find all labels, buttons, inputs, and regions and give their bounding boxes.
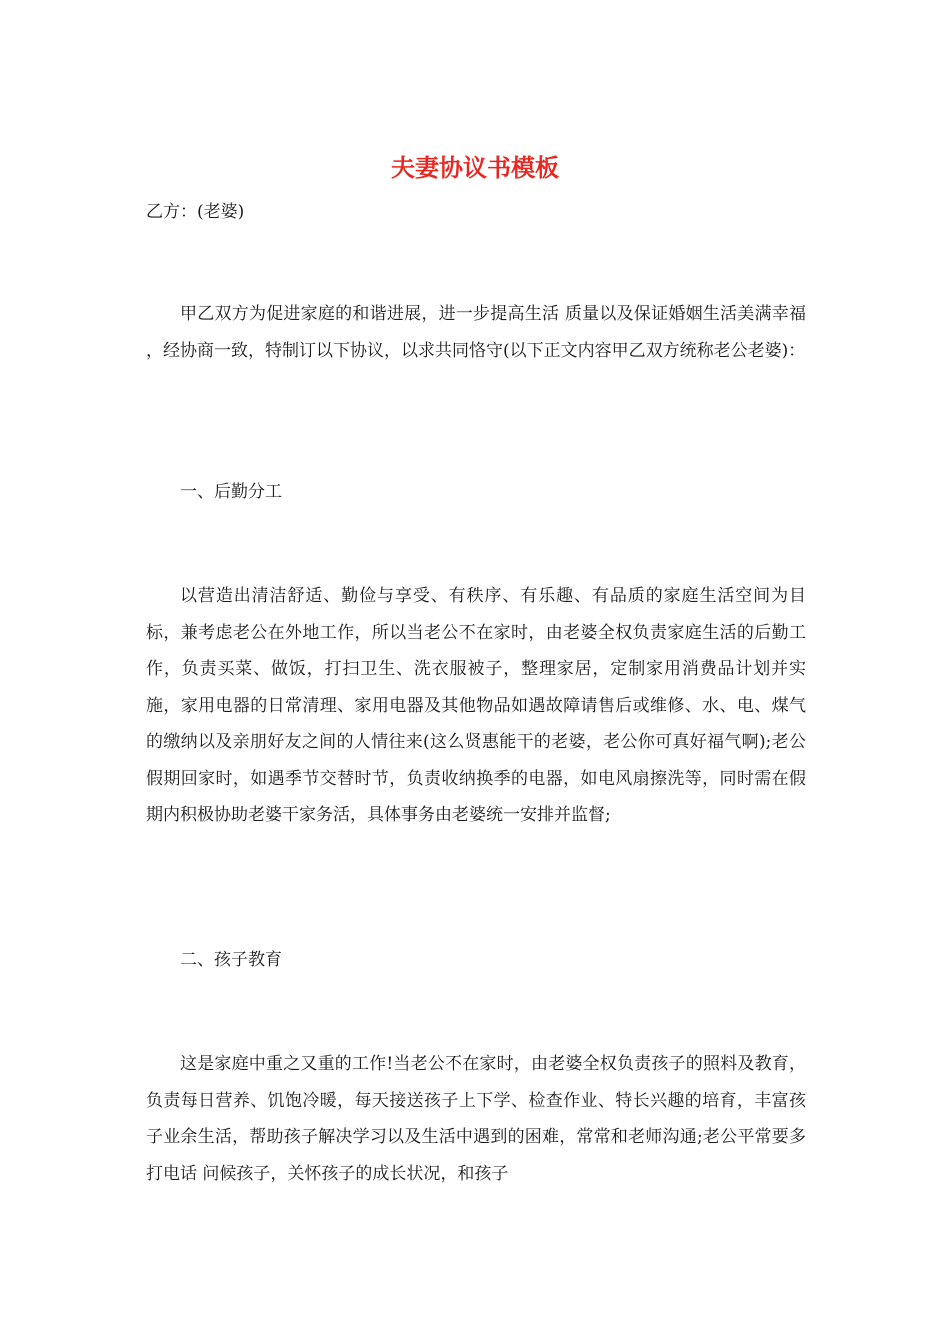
section-body-child-education: 这是家庭中重之又重的工作!当老公不在家时，由老婆全权负责孩子的照料及教育，负责每日营养、饥饱冷暖，每天接送孩子上下学、检查作业、特长兴趣的培育，丰富孩子业余生活，帮助孩子解决学习以及生活中遇到的困难，常常和老师沟通;老公平常要多打电话 问候孩子，关怀孩子的成长状况，和孩子 [146, 1054, 806, 1184]
section-body-logistics: 以营造出清洁舒适、勤俭与享受、有秩序、有乐趣、有品质的家庭生活空间为目标，兼考虑老公在外地工作，所以当老公不在家时，由老婆全权负责家庭生活的后勤工作，负责买菜、做饭，打扫卫生、洗衣服被子，整理家居，定制家用消费品计划并实施，家用电器的日常清理、家用电器及其他物品如遇故障请售后或维修、水、电、煤气的缴纳以及亲朋好友之间的人情往来(这么贤惠能干的老婆，老公你可真好福气啊);老公假期回家时，如遇季节交替时节，负责收纳换季的电器，如电风扇擦洗等，同时需在假期内积极协助老婆干家务活，具体事务由老婆统一安排并监督; [146, 586, 806, 825]
document-title: 夫妻协议书模板 [391, 154, 559, 182]
party-b-line: 乙方：(老婆) [146, 202, 245, 222]
intro-paragraph: 甲乙双方为促进家庭的和谐进展，进一步提高生活 质量以及保证婚姻生活美满幸福 ，经协商一致，特制订以下协议，以求共同恪守(以下正文内容甲乙双方统称老公老婆)： [146, 304, 806, 361]
section-heading-child-education: 二、孩子教育 [180, 950, 282, 970]
section-heading-logistics: 一、后勤分工 [180, 482, 282, 502]
